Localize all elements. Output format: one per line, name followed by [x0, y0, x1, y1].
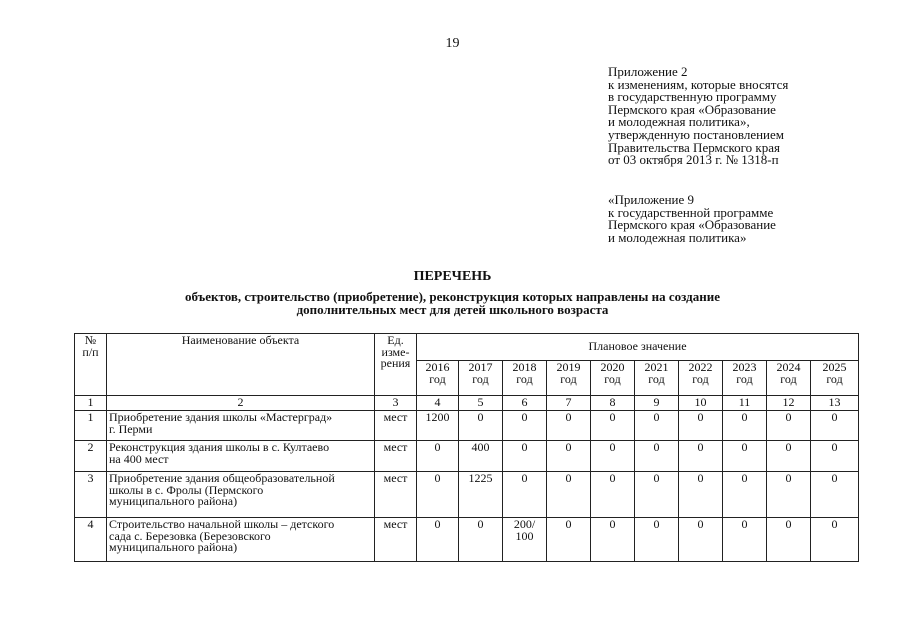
appendix-2-line: Правительства Пермского края	[608, 139, 780, 155]
planned-value-line: 100	[515, 528, 534, 543]
column-number: 4	[417, 396, 459, 411]
column-number: 7	[547, 396, 591, 411]
header-year-line: 2024	[776, 360, 801, 374]
row-number: 1	[75, 411, 107, 441]
planned-value	[679, 518, 723, 562]
object-name-line: сада с. Березовка (Березовского	[109, 528, 271, 543]
planned-value-line: 0	[434, 471, 441, 485]
unit: мест	[375, 518, 417, 562]
planned-value	[635, 518, 679, 562]
planned-value-line: 0	[609, 440, 616, 454]
planned-value	[591, 411, 635, 441]
planned-value	[767, 411, 811, 441]
planned-value	[811, 518, 859, 562]
header-year	[417, 361, 459, 396]
page-number: 19	[445, 36, 460, 51]
planned-value-line: 0	[565, 440, 572, 454]
planned-value	[767, 441, 811, 472]
unit: мест	[375, 472, 417, 518]
header-year-line: 2025	[822, 360, 847, 374]
header-year	[547, 361, 591, 396]
header-year-line: год	[692, 371, 709, 386]
planned-value	[635, 472, 679, 518]
appendix-2-line: утвержденную постановлением	[608, 126, 785, 142]
table-row	[75, 472, 859, 518]
planned-value	[459, 472, 503, 518]
planned-value-line: 0	[477, 517, 484, 531]
planned-value-line: 0	[653, 410, 660, 424]
header-year-line: год	[516, 371, 533, 386]
header-year-line: 2023	[732, 360, 757, 374]
appendix-2-line: в государственную программу	[608, 89, 777, 105]
object-name-line: на 400 мест	[109, 451, 169, 466]
column-number: 6	[503, 396, 547, 411]
header-year	[811, 361, 859, 396]
header-year-line: год	[648, 371, 665, 386]
planned-value-line: 0	[434, 517, 441, 531]
planned-value-line: 0	[831, 471, 838, 485]
unit: мест	[375, 411, 417, 441]
planned-value	[811, 441, 859, 472]
planned-value	[547, 411, 591, 441]
planned-value	[459, 411, 503, 441]
object-name-line: муниципального района)	[109, 494, 238, 508]
planned-value	[591, 441, 635, 472]
subtitle-line: объектов, строительство (приобретение), реконструкция которых направлены на создание	[185, 289, 720, 304]
planned-value-line: 0	[741, 471, 748, 485]
planned-value-line: 0	[697, 410, 704, 424]
header-year	[767, 361, 811, 396]
header-unit	[375, 334, 417, 396]
planned-value-line: 0	[741, 410, 748, 424]
planned-value-line: 0	[697, 440, 704, 454]
column-number: 2	[107, 396, 375, 411]
header-year-line: год	[604, 371, 621, 386]
subtitle-line: дополнительных мест для детей школьного возраста	[296, 301, 609, 317]
header-num-line: №	[84, 333, 97, 347]
objects-table	[74, 333, 859, 562]
planned-value	[503, 411, 547, 441]
column-number: 12	[767, 396, 811, 411]
header-year-line: 2017	[468, 360, 493, 374]
planned-value	[459, 518, 503, 562]
header-planned: Плановое значение	[417, 334, 859, 361]
planned-value	[591, 518, 635, 562]
header-year	[591, 361, 635, 396]
planned-value	[723, 518, 767, 562]
planned-value	[679, 472, 723, 518]
planned-value	[811, 411, 859, 441]
header-unit-line: Ед.	[387, 333, 404, 347]
object-name-line: Приобретение здания общеобразовательной	[109, 471, 335, 485]
row-number: 3	[75, 472, 107, 518]
object-name-line: Реконструкция здания школы в с. Култаево	[109, 440, 330, 454]
planned-value	[503, 472, 547, 518]
appendix-9-line: Пермского края «Образование	[608, 217, 776, 233]
column-number: 13	[811, 396, 859, 411]
planned-value	[679, 411, 723, 441]
table-row	[75, 441, 859, 472]
planned-value-line: 0	[521, 410, 528, 424]
header-year	[459, 361, 503, 396]
planned-value-line: 0	[565, 471, 572, 485]
appendix-9-line: к государственной программе	[608, 204, 774, 220]
appendix-2-line: Приложение 2	[608, 64, 688, 79]
planned-value	[635, 411, 679, 441]
planned-value	[811, 472, 859, 518]
planned-value-line: 0	[609, 410, 616, 424]
column-number: 11	[723, 396, 767, 411]
header-num-line: п/п	[82, 344, 99, 359]
row-number: 2	[75, 441, 107, 472]
planned-value	[459, 441, 503, 472]
header-year-line: 2018	[512, 360, 537, 374]
planned-value	[767, 472, 811, 518]
appendix-9-header	[608, 194, 776, 244]
planned-value-line: 0	[697, 517, 704, 531]
header-year-line: год	[826, 371, 843, 386]
header-year	[679, 361, 723, 396]
header-year-line: год	[736, 371, 753, 386]
appendix-2-line: Пермского края «Образование	[608, 101, 776, 117]
header-num	[75, 334, 107, 396]
planned-value-line: 0	[697, 471, 704, 485]
planned-value-line: 0	[785, 471, 792, 485]
planned-value	[547, 518, 591, 562]
header-year	[503, 361, 547, 396]
planned-value	[547, 472, 591, 518]
object-name-line: муниципального района)	[109, 540, 238, 554]
planned-value-line: 0	[831, 440, 838, 454]
appendix-9-line: «Приложение 9	[608, 192, 695, 207]
planned-value	[417, 518, 459, 562]
document-title: ПЕРЕЧЕНЬ	[413, 269, 492, 284]
column-number: 8	[591, 396, 635, 411]
row-number: 4	[75, 518, 107, 562]
header-year-line: 2016	[425, 360, 450, 374]
planned-value	[417, 472, 459, 518]
object-name	[107, 472, 375, 518]
header-year	[635, 361, 679, 396]
planned-value-line: 0	[831, 410, 838, 424]
planned-value-line: 200/	[513, 517, 536, 531]
object-name-line: школы в с. Фролы (Пермского	[109, 482, 264, 497]
header-year-line: год	[560, 371, 577, 386]
planned-value-line: 0	[609, 471, 616, 485]
planned-value-line: 0	[653, 440, 660, 454]
planned-value	[679, 441, 723, 472]
header-year-line: 2022	[688, 360, 713, 374]
planned-value-line: 0	[565, 410, 572, 424]
document-subtitle	[0, 291, 905, 316]
header-year	[723, 361, 767, 396]
header-year-line: год	[780, 371, 797, 386]
appendix-2-line: от 03 октября 2013 г. № 1318-п	[608, 152, 779, 168]
planned-value-line: 0	[477, 410, 484, 424]
planned-value-line: 0	[741, 440, 748, 454]
table-row	[75, 518, 859, 562]
object-name-line: Строительство начальной школы – детского	[109, 517, 335, 531]
appendix-2-line: к изменениям, которые вносятся	[608, 76, 789, 92]
unit: мест	[375, 441, 417, 472]
planned-value	[723, 441, 767, 472]
column-number: 3	[375, 396, 417, 411]
planned-value-line: 0	[521, 471, 528, 485]
appendix-2-header	[608, 66, 788, 167]
planned-value	[417, 441, 459, 472]
planned-value	[503, 518, 547, 562]
object-name-line: г. Перми	[109, 421, 153, 436]
planned-value-line: 0	[741, 517, 748, 531]
header-unit-line: изме-	[381, 344, 410, 359]
planned-value	[635, 441, 679, 472]
planned-value-line: 1225	[468, 471, 493, 485]
planned-value-line: 1200	[425, 410, 450, 424]
planned-value-line: 0	[565, 517, 572, 531]
header-unit-line: рения	[380, 356, 411, 370]
header-year-line: 2021	[644, 360, 669, 374]
column-number: 5	[459, 396, 503, 411]
planned-value-line: 400	[471, 440, 490, 454]
planned-value-line: 0	[653, 471, 660, 485]
column-number: 9	[635, 396, 679, 411]
planned-value	[417, 411, 459, 441]
planned-value	[723, 472, 767, 518]
column-number: 10	[679, 396, 723, 411]
column-number: 1	[75, 396, 107, 411]
header-name: Наименование объекта	[107, 334, 375, 396]
object-name	[107, 518, 375, 562]
planned-value	[767, 518, 811, 562]
planned-value-line: 0	[785, 410, 792, 424]
planned-value	[503, 441, 547, 472]
planned-value	[723, 411, 767, 441]
planned-value-line: 0	[831, 517, 838, 531]
header-year-line: год	[429, 371, 446, 386]
header-year-line: 2020	[600, 360, 625, 374]
appendix-9-line: и молодежная политика»	[608, 229, 747, 245]
appendix-2-line: и молодежная политика»,	[608, 114, 750, 130]
object-name	[107, 411, 375, 441]
planned-value-line: 0	[434, 440, 441, 454]
planned-value	[547, 441, 591, 472]
header-year-line: год	[472, 371, 489, 386]
planned-value-line: 0	[653, 517, 660, 531]
object-name-line: Приобретение здания школы «Мастерград»	[109, 410, 333, 424]
planned-value-line: 0	[609, 517, 616, 531]
table-row	[75, 411, 859, 441]
planned-value-line: 0	[785, 440, 792, 454]
header-year-line: 2019	[556, 360, 581, 374]
planned-value-line: 0	[785, 517, 792, 531]
planned-value-line: 0	[521, 440, 528, 454]
planned-value	[591, 472, 635, 518]
object-name	[107, 441, 375, 472]
